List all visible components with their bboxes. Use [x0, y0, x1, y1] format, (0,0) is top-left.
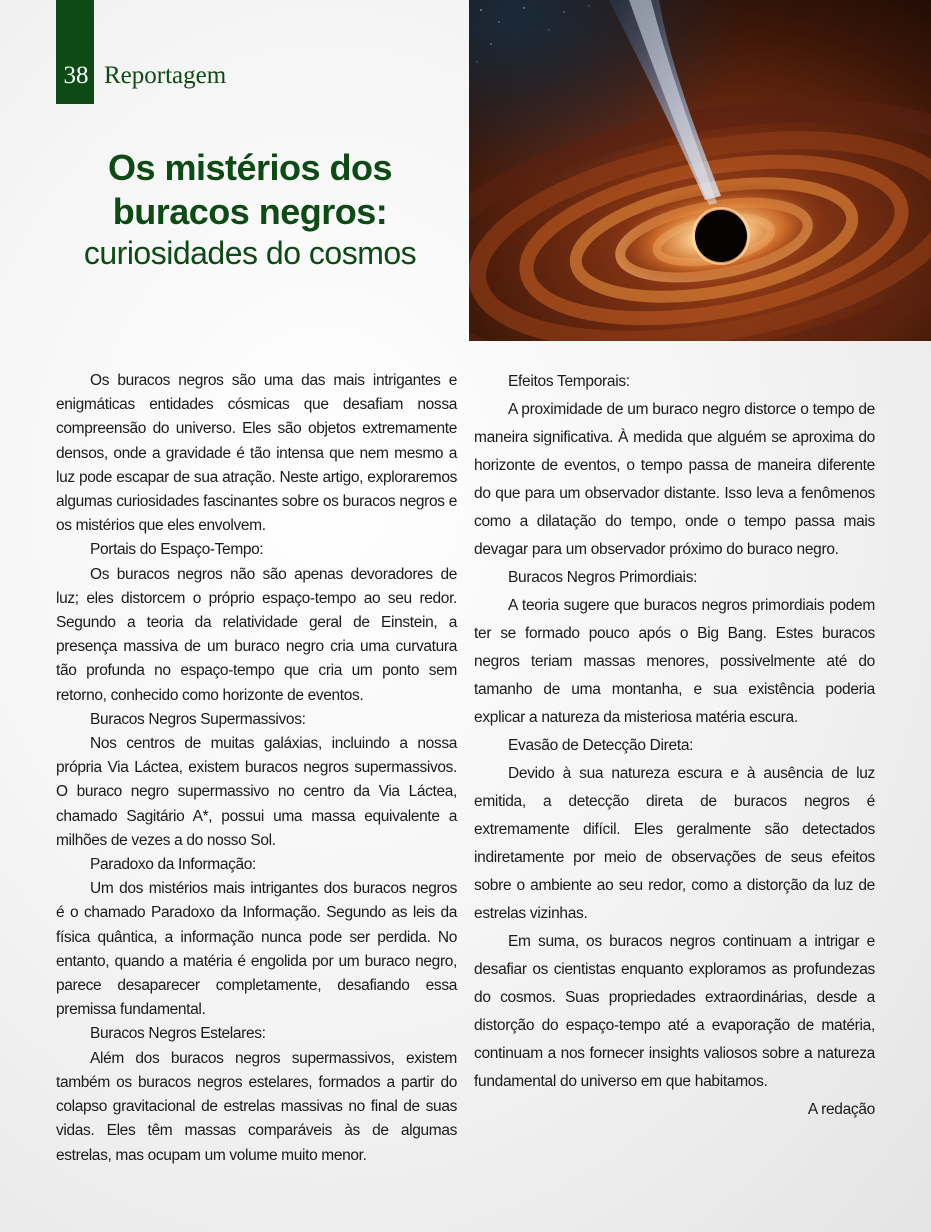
body-paragraph: Além dos buracos negros supermassivos, existem também os buracos negros estelares, formados a partir do colapso gravitacional de estrelas massivas no final de suas vidas. Eles têm massas comparáveis às de algumas estrelas, mas ocupam um volume muito menor. — [56, 1049, 457, 1164]
section-heading: Buracos Negros Supermassivos: — [90, 710, 306, 728]
body-paragraph: Os buracos negros não são apenas devoradores de luz; eles distorcem o próprio espaço-tempo ao seu redor. Segundo a teoria da relatividade geral de Einstein, a presença massiva de um buraco negro cria uma curvatura tão profunda no espaço-tempo que cria um ponto sem retorno, conhecido como horizonte de eventos. — [56, 565, 457, 704]
article-signature: A redação — [807, 1101, 875, 1118]
black-hole-icon — [469, 0, 931, 341]
section-heading: Buracos Negros Primordiais: — [508, 569, 698, 586]
section-heading: Paradoxo da Informação: — [90, 856, 256, 874]
section-heading: Efeitos Temporais: — [508, 373, 630, 390]
body-paragraph: Em suma, os buracos negros continuam a intrigar e desafiar os cientistas enquanto exploramos as profundezas do cosmos. Suas propriedades extraordinárias, desde a distorção do espaço-tempo até a evaporação de matéria, continuam a nos fornecer insights valiosos sobre a natureza fundamental do universo em que habitamos. — [474, 933, 875, 1090]
body-paragraph: Nos centros de muitas galáxias, incluindo a nossa própria Via Láctea, existem buracos negros supermassivos. O buraco negro supermassivo no centro da Via Láctea, chamado Sagitário A*, possui uma massa equivalente a milhões de vezes a do nosso Sol. — [56, 735, 457, 849]
page-number: 38 — [63, 62, 89, 89]
body-paragraph: A proximidade de um buraco negro distorce o tempo de maneira significativa. À medida que alguém se aproxima do horizonte de eventos, o tempo passa de maneira diferente do que para um observador distante. Isso leva a fenômenos como a dilatação do tempo, onde o tempo passa mais devagar para um observador próximo do buraco negro. — [474, 401, 875, 558]
article-column-right — [474, 368, 875, 1124]
section-title: Reportagem — [104, 62, 227, 89]
body-paragraph: Devido à sua natureza escura e à ausência de luz emitida, a detecção direta de buracos negros é extremamente difícil. Eles geralmente são detectados indiretamente por meio de observações de seus efeitos sobre o ambiente ao seu redor, como a distorção da luz de estrelas vizinhas. — [474, 765, 875, 922]
article-column-left — [56, 369, 457, 1168]
article-subtitle: curiosidades do cosmos — [83, 235, 417, 271]
body-paragraph: Um dos mistérios mais intrigantes dos buracos negros é o chamado Paradoxo da Informação. Segundo as leis da física quântica, a informação nunca pode ser perdida. No entanto, quando a matéria é engolida por um buraco negro, parece desaparecer completamente, desafiando essa premissa fundamental. — [56, 880, 457, 1019]
article-title-block — [40, 146, 460, 272]
section-heading: Buracos Negros Estelares: — [90, 1025, 266, 1043]
black-hole-illustration — [469, 0, 931, 341]
body-paragraph: A teoria sugere que buracos negros primordiais podem ter se formado pouco após o Big Bang. Estes buracos negros teriam massas menores, possivelmente até do tamanho de uma montanha, e sua existência poderia explicar a natureza da misteriosa matéria escura. — [474, 597, 875, 726]
article-title-line-2: buracos negros: — [112, 191, 388, 232]
body-paragraph: Os buracos negros são uma das mais intrigantes e enigmáticas entidades cósmicas que desafiam nossa compreensão do universo. Eles são objetos extremamente densos, onde a gravidade é tão intensa que nem mesmo a luz pode escapar de sua atração. Neste artigo, exploraremos algumas curiosidades fascinantes sobre os buracos negros e os mistérios que eles envolvem. — [56, 372, 457, 535]
section-heading: Evasão de Detecção Direta: — [508, 737, 694, 754]
section-heading: Portais do Espaço-Tempo: — [90, 541, 264, 559]
article-title-line-1: Os mistérios dos — [107, 147, 393, 188]
